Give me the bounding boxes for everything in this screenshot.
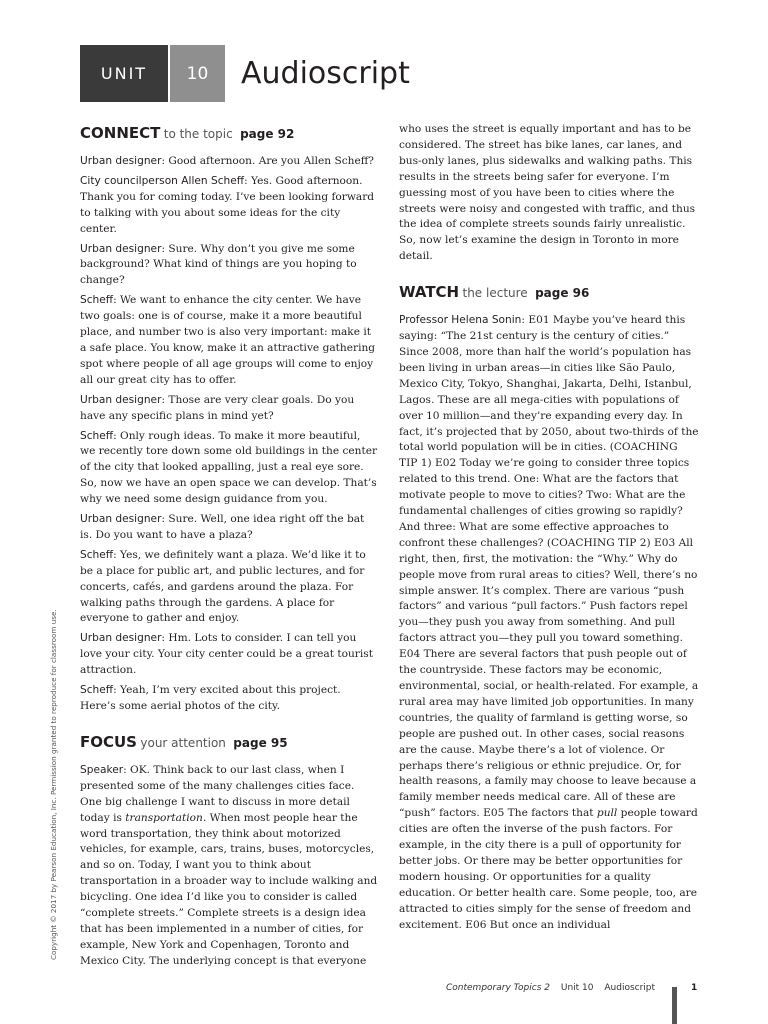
speaker-name: Urban designer (80, 155, 162, 167)
connect-heading-word: CONNECT (80, 124, 161, 142)
unit-number: 10 (186, 63, 209, 84)
watch-heading-page: page 96 (535, 286, 590, 301)
dialogue-text: : Sure. Why don’t you give me some background? What kind of things are you hoping to change? (80, 242, 357, 287)
unit-label-box (80, 45, 168, 102)
dialogue-text: : Yes. Good afternoon. Thank you for coming today. I’ve been looking forward to talking with you about some ideas for the city center. (80, 174, 375, 235)
dialogue-text: : Yeah, I’m very excited about this project. Here’s some aerial photos of the city. (80, 684, 341, 712)
speaker-name: Urban designer (80, 242, 162, 255)
left-column (80, 122, 378, 974)
watch-paragraph (399, 313, 699, 933)
speaker-name: Urban designer (80, 513, 162, 526)
speaker-name: Urban designer (80, 393, 162, 406)
dialogue-text: : Hm. Lots to consider. I can tell you love your city. Your city center could be a great tourist attraction. (80, 632, 373, 677)
watch-heading-word: WATCH (399, 283, 460, 302)
focus-heading (80, 731, 378, 755)
dialogue-text: : Yes, we definitely want a plaza. We’d like it to be a place for public art, and public lectures, and for concerts, cafés, and gardens around the plaza. For walking paths through the gardens. A place for everyone to gather and enjoy. (80, 548, 366, 625)
speaker-name: Speaker (80, 763, 124, 776)
focus-heading-word: FOCUS (80, 732, 137, 751)
page-title: Audioscript (241, 56, 410, 91)
copyright-notice: Copyright © 2017 by Pearson Education, Inc. Permission granted to reproduce for classroom use. (49, 609, 58, 960)
dialogue-line (80, 512, 378, 544)
footer-unit: Unit 10 (560, 983, 594, 993)
right-column (399, 122, 699, 938)
page-number: 1 (691, 983, 698, 993)
connect-heading-sub: to the topic (163, 127, 233, 141)
dialogue-line (80, 154, 378, 170)
watch-text-part2: people toward cities are often the inverse of the push factors. For example, in the city there is a pull of opportunity for better jobs. Or there may be better opportunities for modern housing. Or opportunities for a quality education. Or better health care. Some people, too, are attracted to cities simply for the sense of freedom and excitement. E06 But once an individual (399, 807, 698, 931)
speaker-name: Urban designer (80, 632, 162, 645)
watch-heading (399, 281, 699, 305)
dialogue-line (80, 393, 378, 425)
dialogue-text: : Those are very clear goals. Do you have any specific plans in mind yet? (80, 393, 355, 422)
dialogue-line (80, 631, 378, 679)
footer-section: Audioscript (604, 983, 656, 993)
focus-text-after: . When most people hear the word transportation, they think about motorized vehicles, for example, cars, trains, buses, motorcycles, and so on. Today, I want you to think about transportation in a broader way to include walking and bicycling. One idea I’d like you to consider is called “complete streets.” Complete streets is a design idea that has been implemented in a number of cities, for example, New York and Copenhagen, Toronto and Mexico City. The underlying concept is that everyone (80, 811, 378, 967)
dialogue-text: : Good afternoon. Are you Allen Scheff? (161, 155, 374, 167)
speaker-name: Scheff (80, 294, 114, 307)
footer-divider-bar (672, 987, 677, 1024)
watch-heading-sub: the lecture (462, 286, 528, 301)
watch-text-part1: : E01 Maybe you’ve heard this saying: “The 21st century is the century of cities.” Since 2008, more than half the world’s population has been living in urban areas—in cities like São Paulo, Mexico City, Tokyo, Shanghai, Jakarta, Delhi, Istanbul, Lagos. These are all mega-cities with populations of over 10 million—and they’re expanding every day. In fact, it’s projected that by 2050, about two-thirds of the total world population will be in cities. (COACHING TIP 1) E02 Today we’re going to consider three topics related to this trend. One: What are the factors that motivate people to move to cities? Two: What are the fundamental challenges of cities growing so rapidly? And three: What are some effective approaches to confront these challenges? (COACHING TIP 2) E03 All right, then, first, the motivation: the “Why.” Why do people move from rural areas to cities? Well, there’s no simple answer. It’s complex. There are various “push factors” and various “pull factors.” Push factors repel you—they push you away from something. And pull factors attract you—they pull you toward something. E04 There are several factors that push people out of the countryside. These factors may be economic, environmental, social, or health-related. For example, a rural area may have limited job opportunities. In many countries, the quality of farmland is getting worse, so people are pushed out. In other cases, social reasons are the cause. Maybe there’s a lot of violence. Or perhaps there’s religious or ethnic prejudice. Or, for health reasons, a family may choose to leave because a family member needs medical care. All of these are “push” factors. E05 The factors that (399, 314, 699, 820)
unit-label: UNIT (100, 64, 148, 83)
focus-paragraph (80, 763, 378, 970)
dialogue-line (80, 174, 378, 238)
focus-italic-word: transportation (125, 811, 203, 824)
focus-text-before: : OK. Think back to our last class, when I presented some of the many challenges cities face. One big challenge I want to discuss in more detail today is (80, 763, 355, 824)
connect-heading (80, 122, 378, 146)
speaker-name: Professor Helena Sonin (399, 314, 522, 327)
speaker-name: Scheff (80, 548, 114, 561)
dialogue-line (80, 548, 378, 628)
watch-italic-word: pull (596, 807, 618, 820)
focus-heading-page: page 95 (233, 735, 288, 750)
dialogue-line (80, 293, 378, 388)
speaker-name: Scheff (80, 684, 114, 697)
dialogue-line (80, 683, 378, 715)
dialogue-line (80, 429, 378, 509)
focus-heading-sub: your attention (140, 735, 226, 750)
speaker-name: Scheff (80, 429, 114, 442)
dialogue-line (80, 242, 378, 290)
unit-number-box (170, 45, 225, 102)
dialogue-text: : We want to enhance the city center. We have two goals: one is of course, make it a more beautiful place, and number two is also very important: make it a safe place. You know, make it an attractive gathering spot where people of all age groups will come to enjoy all our great city has to offer. (80, 294, 376, 386)
dialogue-text: : Only rough ideas. To make it more beautiful, we recently tore down some old buildings in the center of the city that looked appalling, just a real eye sore. So, now we have an open space we can develop. That’s why we need some design guidance from you. (80, 429, 378, 506)
connect-heading-page: page 92 (240, 127, 295, 141)
footer-book-title: Contemporary Topics 2 (446, 983, 550, 993)
focus-continuation: who uses the street is equally important and has to be considered. The street has bike lanes, car lanes, and bus-only lanes, plus sidewalks and walking paths. This results in the streets being safer for everyone. I’m guessing most of you have been to cities where the streets were noisy and congested with traffic, and thus the idea of complete streets sounds fairly unrealistic. So, now let’s examine the design in Toronto in more detail. (399, 123, 696, 263)
speaker-name: City councilperson Allen Scheff (80, 174, 245, 187)
footer (446, 983, 663, 993)
dialogue-text: : Sure. Well, one idea right off the bat is. Do you want to have a plaza? (80, 513, 365, 541)
